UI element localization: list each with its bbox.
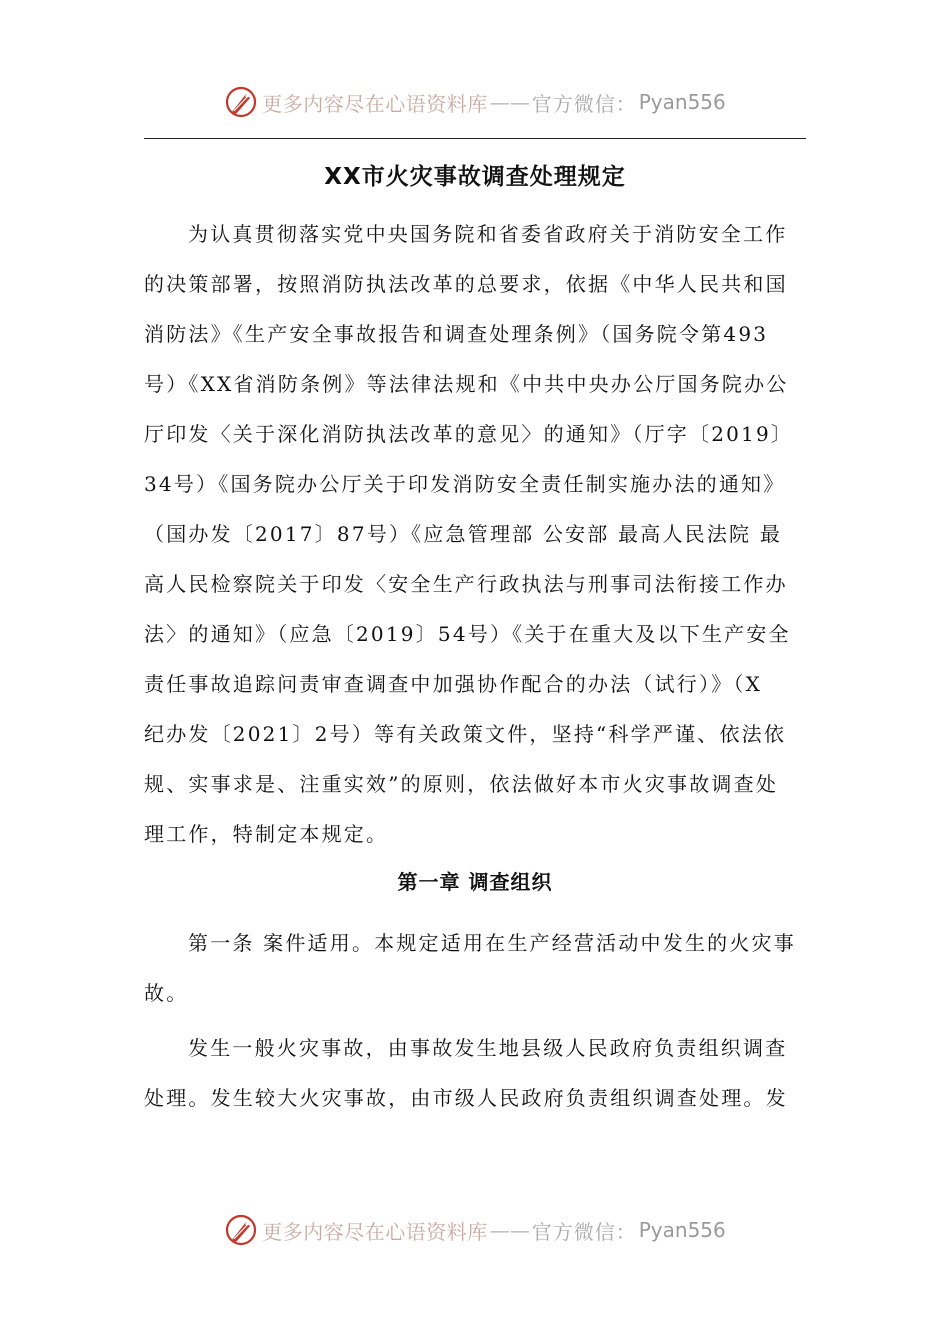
paragraph-line: 纪办发〔2021〕2号）等有关政策文件，坚持“科学严谨、依法依 [144, 722, 787, 746]
watermark-label: 官方微信： [531, 91, 637, 116]
paragraph-line: （国办发〔2017〕87号）《应急管理部 公安部 最高人民法院 最 [144, 522, 783, 546]
paragraph-line: 消防法》《生产安全事故报告和调查处理条例》（国务院令第493 [144, 322, 769, 346]
pen-nib-circle-icon [224, 1213, 258, 1247]
watermark-label: 官方微信： [531, 1219, 637, 1244]
header-divider [144, 138, 806, 139]
paragraph-line: 厅印发〈关于深化消防执法改革的意见〉的通知》（厅字〔2019〕 [144, 422, 794, 446]
paragraph-line: 发生一般火灾事故，由事故发生地县级人民政府负责组织调查 [188, 1036, 788, 1060]
pen-nib-circle-icon [224, 85, 258, 119]
paragraph-line: 第一条 案件适用。本规定适用在生产经营活动中发生的火灾事 [188, 931, 796, 955]
paragraph-line: 故。 [144, 981, 189, 1005]
paragraph-line: 责任事故追踪问责审查调查中加强协作配合的办法（试行）》（X [144, 672, 763, 696]
paragraph-2 [144, 1023, 806, 1123]
paragraph-line: 为认真贯彻落实党中央国务院和省委省政府关于消防安全工作 [188, 222, 788, 246]
article-1 [144, 918, 806, 1018]
watermark-id: Pyan556 [638, 90, 726, 114]
paragraph-line: 法〉的通知》（应急〔2019〕54号）《关于在重大及以下生产安全 [144, 622, 791, 646]
chapter-heading: 第一章 调查组织 [397, 870, 553, 894]
footer-watermark [0, 1210, 950, 1250]
paragraph-line: 理工作，特制定本规定。 [144, 822, 389, 846]
watermark-id: Pyan556 [638, 1218, 726, 1242]
watermark-text: 更多内容尽在心语资料库 [262, 91, 488, 116]
paragraph-line: 34号）《国务院办公厅关于印发消防安全责任制实施办法的通知》 [144, 472, 786, 496]
header-watermark [0, 82, 950, 122]
document-title: XX市火灾事故调查处理规定 [324, 164, 626, 190]
paragraph-line: 号）《XX省消防条例》等法律法规和《中共中央办公厅国务院办公 [144, 372, 789, 396]
watermark-separator: —— [489, 90, 530, 114]
intro-paragraph [144, 209, 806, 859]
watermark-separator: —— [489, 1218, 530, 1242]
paragraph-line: 的决策部署，按照消防执法改革的总要求，依据《中华人民共和国 [144, 272, 788, 296]
paragraph-line: 规、实事求是、注重实效”的原则，依法做好本市火灾事故调查处 [144, 772, 779, 796]
paragraph-line: 高人民检察院关于印发〈安全生产行政执法与刑事司法衔接工作办 [144, 572, 788, 596]
watermark-text: 更多内容尽在心语资料库 [262, 1219, 488, 1244]
paragraph-line: 处理。发生较大火灾事故，由市级人民政府负责组织调查处理。发 [144, 1086, 788, 1110]
